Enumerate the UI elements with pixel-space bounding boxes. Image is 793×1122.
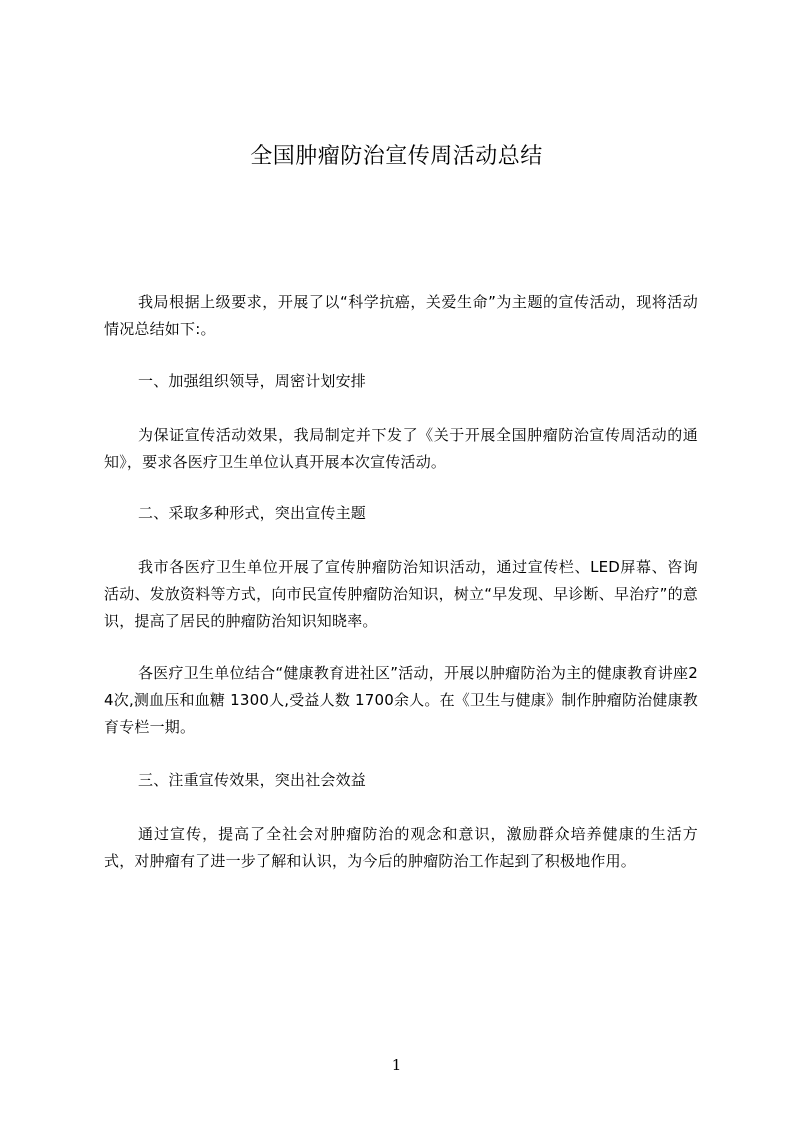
page-number: 1	[391, 1056, 402, 1074]
section-2-paragraph-1: 我市各医疗卫生单位开展了宣传肿瘤防治知识活动，通过宣传栏、LED屏幕、咨询活动、发放资料等方式，向市民宣传肿瘤防治知识，树立“早发现、早诊断、早治疗”的意识，提高了居民的肿瘤防治知识知晓率。	[104, 558, 698, 630]
section-2-paragraph-2: 各医疗卫生单位结合“健康教育进社区”活动，开展以肿瘤防治为主的健康教育讲座24次,测血压和血糖 1300人,受益人数 1700余人。在《卫生与健康》制作肿瘤防治健康教育专栏一期。	[104, 664, 698, 736]
section-3-paragraph: 通过宣传，提高了全社会对肿瘤防治的观念和意识，激励群众培养健康的生活方式，对肿瘤有了进一步了解和认识，为今后的肿瘤防治工作起到了积极地作用。	[104, 825, 698, 870]
section-1-heading: 一、加强组织领导，周密计划安排	[138, 372, 367, 390]
section-2-heading: 二、采取多种形式，突出宣传主题	[138, 504, 367, 522]
section-1-paragraph: 为保证宣传活动效果，我局制定并下发了《关于开展全国肿瘤防治宣传周活动的通知》，要求各医疗卫生单位认真开展本次宣传活动。	[104, 426, 698, 471]
section-3-heading: 三、注重宣传效果，突出社会效益	[138, 771, 367, 789]
document-title: 全国肿瘤防治宣传周活动总结	[250, 144, 543, 169]
intro-paragraph: 我局根据上级要求，开展了以“科学抗癌，关爱生命”为主题的宣传活动，现将活动情况总结如下:。	[104, 293, 698, 338]
